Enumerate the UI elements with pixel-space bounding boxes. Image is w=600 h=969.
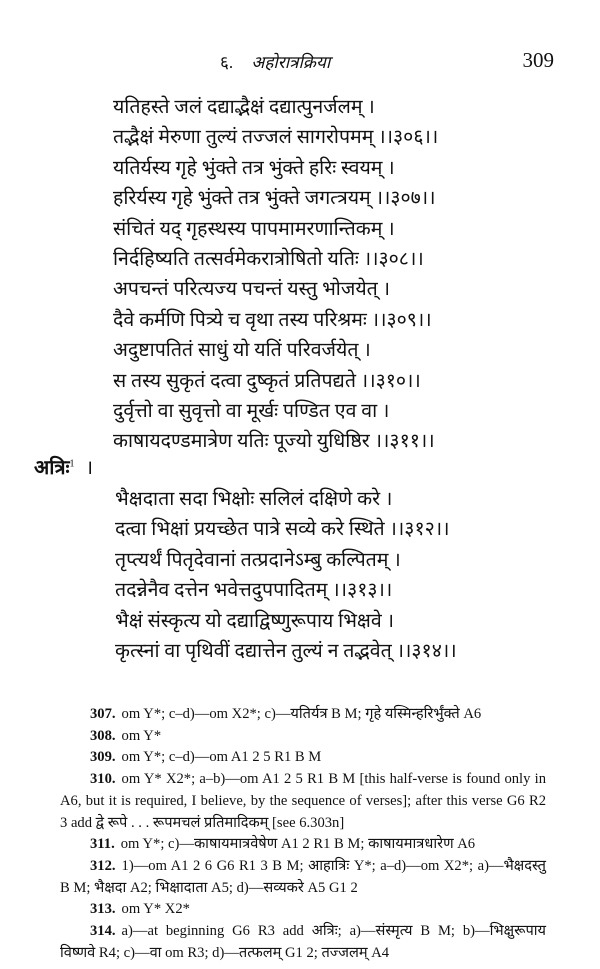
note-entry	[60, 899, 546, 921]
note-text: om Y* X2*; a–b)—om A1 2 5 R1 B M [this half-verse is found only in A6, but it is required, I believe, by the sequence of verses]; after this verse G6 R2 3 add द्वे रूपे . . . रूपमचलं प्रतिमादिकम् [see 6.303n]	[60, 771, 546, 831]
note-text: om Y*; c)—काषायमात्रवेषेण A1 2 R1 B M; काषायमात्रधारेण A6	[120, 836, 476, 853]
note-number: 308.	[90, 727, 116, 744]
verse-line: दत्वा भिक्षां प्रयच्छेत पात्रे सव्ये करे स्थिते ।।३१२।।	[115, 519, 450, 541]
chapter-title: अहोरात्रक्रिया	[251, 53, 331, 72]
speaker-label	[34, 453, 93, 480]
note-number: 307.	[90, 706, 116, 722]
note-text: om Y*; c–d)—om A1 2 5 R1 B M	[121, 749, 322, 766]
verse-line: निर्दहिष्यति तत्सर्वमेकरात्रोषितो यतिः ।।३०८।।	[113, 249, 424, 271]
verse-block-1	[113, 93, 438, 458]
speaker-name: अत्रिः	[34, 457, 70, 479]
note-number: 312.	[90, 857, 116, 874]
verse-line: तृप्त्यर्थं पितृदेवानां तत्प्रदानेऽम्बु कल्पितम् ।	[115, 549, 401, 571]
verse-line: अपचन्तं परित्यज्य पचन्तं यस्तु भोजयेत् ।	[113, 279, 391, 301]
chapter-number: ६.	[220, 53, 234, 72]
verse-line: काषायदण्डमात्रेण यतिः पूज्यो युधिष्ठिर ।।३११।।	[113, 431, 435, 453]
note-number: 310.	[90, 771, 116, 788]
note-entry	[60, 921, 546, 964]
note-number: 311.	[90, 836, 115, 853]
verse-line: अदुष्टापतितं साधुं यो यतिं परिवर्जयेत् ।	[113, 340, 371, 362]
page-number: 309	[522, 48, 554, 72]
note-entry	[60, 769, 546, 834]
note-text: om Y*; c–d)—om X2*; c)—यतिर्यत्र B M; गृहे यस्मिन्हरिर्भुंक्ते A6	[121, 706, 482, 722]
verse-line: भैक्षं संस्कृत्य यो दद्याद्विष्णुरूपाय भिक्षवे ।	[115, 610, 395, 632]
note-number: 309.	[90, 749, 116, 766]
note-entry	[60, 747, 546, 769]
verse-line: स तस्य सुकृतं दत्वा दुष्कृतं प्रतिपद्यते ।।३१०।।	[113, 370, 421, 392]
verse-block-2	[115, 485, 457, 667]
note-entry	[60, 726, 546, 748]
verse-line: तद्भैक्षं मेरुणा तुल्यं तज्जलं सागरोपमम् ।।३०६।।	[113, 127, 439, 149]
verse-line: भैक्षदाता सदा भिक्षोः सलिलं दक्षिणे करे ।	[115, 489, 393, 510]
verse-line: दुर्वृत्तो वा सुवृत्तो वा मूर्खः पण्डित एव वा ।	[113, 401, 390, 423]
verse-line: यतिर्यस्य गृहे भुंक्ते तत्र भुंक्ते हरिः स्वयम् ।	[113, 157, 395, 179]
verse-line: संचितं यद् गृहस्थस्य पापमामरणान्तिकम् ।	[113, 218, 395, 240]
footnote-mark: 1	[69, 458, 75, 470]
critical-apparatus	[60, 704, 546, 964]
verse-line: हरिर्यस्य गृहे भुंक्ते तत्र भुंक्ते जगत्त्रयम् ।।३०७।।	[113, 188, 436, 210]
verse-line: दैवे कर्मणि पित्र्ये च वृथा तस्य परिश्रमः ।।३०९।।	[113, 309, 432, 331]
note-text: om Y*	[121, 727, 162, 744]
danda: ।	[85, 457, 94, 479]
note-text: a)—at beginning G6 R3 add अत्रिः; a)—संस्मृत्य B M; b)—भिक्षुरूपाय विष्णवे R4; c)—वा om R3; d)—तत्फलम् G1 2; तज्जलम् A4	[60, 923, 546, 961]
verse-line: कृत्स्नां वा पृथिवीं दद्यात्तेन तुल्यं न तद्भवेत् ।।३१४।।	[115, 641, 457, 663]
verse-line: तदन्नेनैव दत्तेन भवेत्तदुपपादितम् ।।३१३।।	[115, 580, 393, 602]
note-entry	[60, 856, 546, 899]
note-text: 1)—om A1 2 6 G6 R1 3 B M; आहात्रिः Y*; a–d)—om X2*; a)—भैक्षदस्तु B M; भैक्षदा A2; भिक्षादाता A5; d)—सव्यकरे A5 G1 2	[60, 857, 546, 896]
chapter-heading	[220, 50, 330, 73]
note-entry	[60, 834, 546, 856]
note-entry	[60, 704, 546, 726]
note-text: om Y* X2*	[121, 901, 190, 918]
note-number: 313.	[90, 901, 116, 918]
verse-line: यतिहस्ते जलं दद्याद्भैक्षं दद्यात्पुनर्जलम् ।	[113, 97, 375, 118]
note-number: 314.	[90, 923, 116, 940]
